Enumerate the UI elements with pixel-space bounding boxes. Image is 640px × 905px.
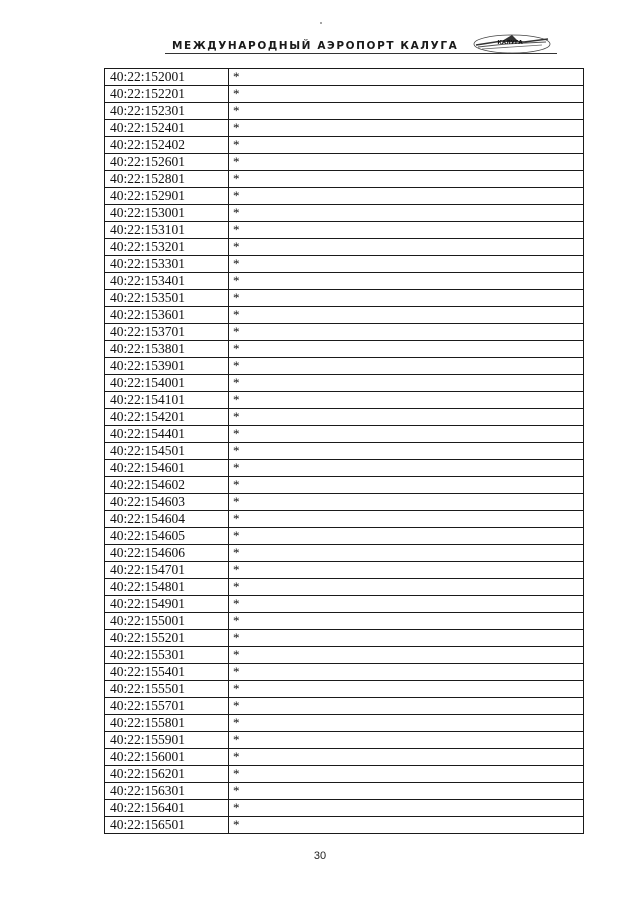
cadastral-code-cell: 40:22:155701: [105, 698, 229, 715]
value-cell: *: [229, 545, 584, 562]
table-row: [105, 460, 584, 477]
value-cell: *: [229, 426, 584, 443]
cadastral-code-cell: 40:22:154901: [105, 596, 229, 613]
table-row: [105, 613, 584, 630]
value-cell: *: [229, 443, 584, 460]
cadastral-code-cell: 40:22:154001: [105, 375, 229, 392]
cadastral-code-cell: 40:22:153701: [105, 324, 229, 341]
table-row: [105, 358, 584, 375]
value-cell: *: [229, 766, 584, 783]
cadastral-code-cell: 40:22:154604: [105, 511, 229, 528]
value-cell: *: [229, 307, 584, 324]
table-row: [105, 681, 584, 698]
cadastral-code-cell: 40:22:154801: [105, 579, 229, 596]
value-cell: *: [229, 630, 584, 647]
table-row: [105, 426, 584, 443]
cadastral-code-cell: 40:22:153101: [105, 222, 229, 239]
cadastral-code-cell: 40:22:152601: [105, 154, 229, 171]
table-row: [105, 562, 584, 579]
page-header: [110, 33, 560, 59]
value-cell: *: [229, 698, 584, 715]
value-cell: *: [229, 341, 584, 358]
value-cell: *: [229, 749, 584, 766]
table-row: [105, 154, 584, 171]
value-cell: *: [229, 205, 584, 222]
table-row: [105, 477, 584, 494]
table-row: [105, 494, 584, 511]
table-row: [105, 103, 584, 120]
cadastral-code-cell: 40:22:156001: [105, 749, 229, 766]
value-cell: *: [229, 409, 584, 426]
header-divider: [165, 53, 557, 54]
table-row: [105, 256, 584, 273]
value-cell: *: [229, 528, 584, 545]
cadastral-code-cell: 40:22:155801: [105, 715, 229, 732]
cadastral-code-cell: 40:22:154401: [105, 426, 229, 443]
cadastral-code-cell: 40:22:155201: [105, 630, 229, 647]
cadastral-code-cell: 40:22:153601: [105, 307, 229, 324]
table-row: [105, 341, 584, 358]
cadastral-code-cell: 40:22:154501: [105, 443, 229, 460]
value-cell: *: [229, 137, 584, 154]
cadastral-code-cell: 40:22:152901: [105, 188, 229, 205]
value-cell: *: [229, 664, 584, 681]
value-cell: *: [229, 256, 584, 273]
cadastral-code-cell: 40:22:154201: [105, 409, 229, 426]
value-cell: *: [229, 222, 584, 239]
table-row: [105, 732, 584, 749]
table-body: [105, 69, 584, 834]
header-title: МЕЖДУНАРОДНЫЙ АЭРОПОРТ КАЛУГА: [172, 40, 459, 52]
value-cell: *: [229, 681, 584, 698]
table-row: [105, 307, 584, 324]
cadastral-code-cell: 40:22:153401: [105, 273, 229, 290]
table-row: [105, 817, 584, 834]
cadastral-code-cell: 40:22:152401: [105, 120, 229, 137]
cadastral-code-cell: 40:22:153201: [105, 239, 229, 256]
cadastral-code-cell: 40:22:156401: [105, 800, 229, 817]
cadastral-code-cell: 40:22:154701: [105, 562, 229, 579]
table-row: [105, 800, 584, 817]
svg-text:КАЛУГА: КАЛУГА: [497, 40, 523, 46]
cadastral-code-cell: 40:22:155901: [105, 732, 229, 749]
cadastral-code-cell: 40:22:154601: [105, 460, 229, 477]
cadastral-code-cell: 40:22:153901: [105, 358, 229, 375]
cadastral-code-cell: 40:22:156301: [105, 783, 229, 800]
value-cell: *: [229, 290, 584, 307]
cadastral-code-cell: 40:22:154603: [105, 494, 229, 511]
cadastral-code-cell: 40:22:152001: [105, 69, 229, 86]
cadastral-code-cell: 40:22:155301: [105, 647, 229, 664]
table-row: [105, 579, 584, 596]
value-cell: *: [229, 103, 584, 120]
table-row: [105, 545, 584, 562]
cadastral-table: [104, 68, 584, 834]
table-row: [105, 188, 584, 205]
cadastral-code-cell: 40:22:153301: [105, 256, 229, 273]
table-row: [105, 766, 584, 783]
cadastral-code-cell: 40:22:154605: [105, 528, 229, 545]
value-cell: *: [229, 324, 584, 341]
cadastral-code-cell: 40:22:155001: [105, 613, 229, 630]
cadastral-code-cell: 40:22:153801: [105, 341, 229, 358]
value-cell: *: [229, 273, 584, 290]
table-row: [105, 749, 584, 766]
cadastral-code-cell: 40:22:156201: [105, 766, 229, 783]
value-cell: *: [229, 358, 584, 375]
cadastral-code-cell: 40:22:152801: [105, 171, 229, 188]
value-cell: *: [229, 511, 584, 528]
value-cell: *: [229, 477, 584, 494]
table-row: [105, 290, 584, 307]
value-cell: *: [229, 715, 584, 732]
cadastral-code-cell: 40:22:152301: [105, 103, 229, 120]
value-cell: *: [229, 154, 584, 171]
table-row: [105, 86, 584, 103]
cadastral-code-cell: 40:22:154101: [105, 392, 229, 409]
cadastral-code-cell: 40:22:154602: [105, 477, 229, 494]
value-cell: *: [229, 783, 584, 800]
table-row: [105, 137, 584, 154]
table-row: [105, 69, 584, 86]
table-row: [105, 596, 584, 613]
value-cell: *: [229, 86, 584, 103]
table-row: [105, 375, 584, 392]
value-cell: *: [229, 732, 584, 749]
cadastral-code-cell: 40:22:156501: [105, 817, 229, 834]
table-row: [105, 511, 584, 528]
table-row: [105, 205, 584, 222]
page-number: 30: [313, 850, 327, 862]
value-cell: *: [229, 188, 584, 205]
value-cell: *: [229, 69, 584, 86]
table-row: [105, 443, 584, 460]
value-cell: *: [229, 392, 584, 409]
table-row: [105, 222, 584, 239]
table-row: [105, 324, 584, 341]
airport-logo-icon: [472, 33, 552, 55]
value-cell: *: [229, 613, 584, 630]
value-cell: *: [229, 120, 584, 137]
value-cell: *: [229, 562, 584, 579]
table-row: [105, 392, 584, 409]
value-cell: *: [229, 460, 584, 477]
table-row: [105, 783, 584, 800]
value-cell: *: [229, 596, 584, 613]
cadastral-code-cell: 40:22:155401: [105, 664, 229, 681]
scan-speck: [320, 22, 322, 24]
table-row: [105, 715, 584, 732]
cadastral-code-cell: 40:22:154606: [105, 545, 229, 562]
cadastral-code-cell: 40:22:152201: [105, 86, 229, 103]
cadastral-code-cell: 40:22:153501: [105, 290, 229, 307]
value-cell: *: [229, 494, 584, 511]
value-cell: *: [229, 171, 584, 188]
table-row: [105, 171, 584, 188]
value-cell: *: [229, 817, 584, 834]
value-cell: *: [229, 647, 584, 664]
table-row: [105, 409, 584, 426]
value-cell: *: [229, 800, 584, 817]
value-cell: *: [229, 375, 584, 392]
table-row: [105, 273, 584, 290]
table-row: [105, 698, 584, 715]
table-row: [105, 528, 584, 545]
table-row: [105, 630, 584, 647]
table-row: [105, 647, 584, 664]
cadastral-code-cell: 40:22:153001: [105, 205, 229, 222]
cadastral-code-cell: 40:22:155501: [105, 681, 229, 698]
value-cell: *: [229, 579, 584, 596]
cadastral-code-cell: 40:22:152402: [105, 137, 229, 154]
table-row: [105, 239, 584, 256]
table-row: [105, 664, 584, 681]
value-cell: *: [229, 239, 584, 256]
table-row: [105, 120, 584, 137]
